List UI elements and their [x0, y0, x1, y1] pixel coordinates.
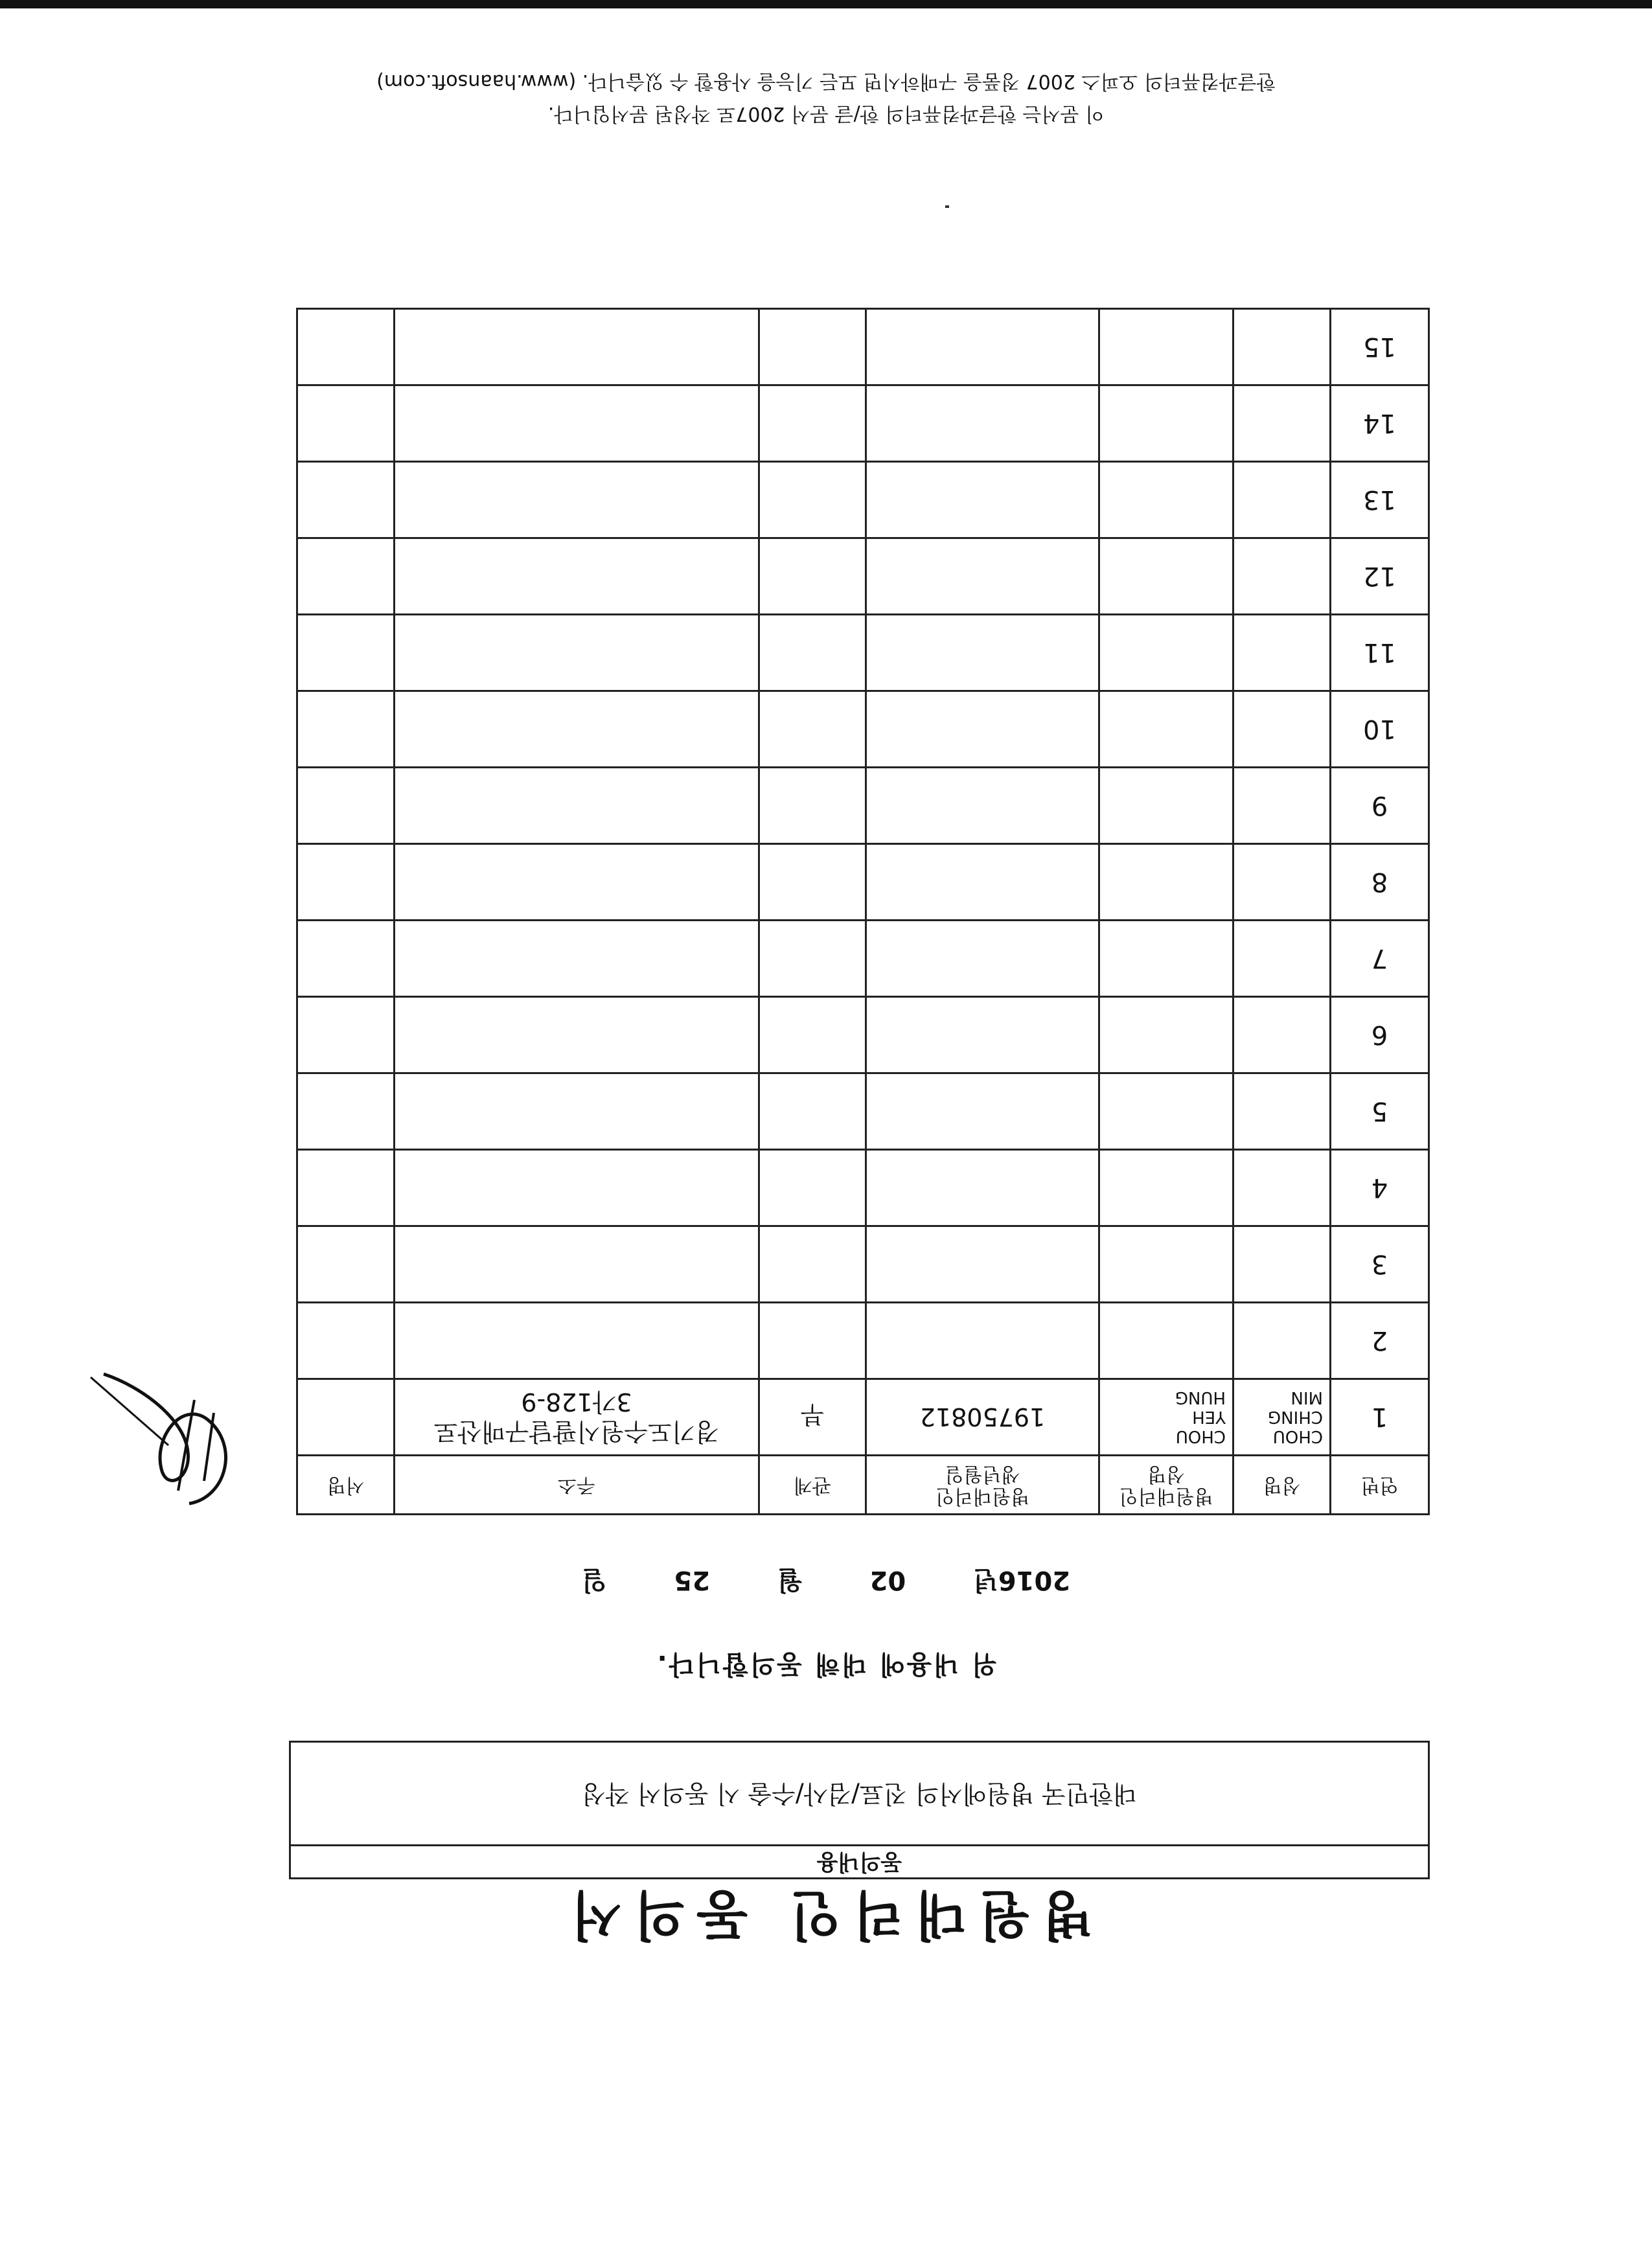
cell-address	[395, 615, 759, 691]
cell-birth	[866, 691, 1099, 768]
cell-address	[395, 997, 759, 1073]
cell-agent-name	[1099, 997, 1233, 1073]
cell-number: 3	[1331, 1226, 1429, 1303]
cell-name	[1233, 1226, 1331, 1303]
cell-signature	[297, 1379, 395, 1456]
cell-signature	[297, 1073, 395, 1150]
cell-birth	[866, 309, 1099, 385]
cell-name	[1233, 997, 1331, 1073]
cell-number: 2	[1331, 1303, 1429, 1379]
cell-number: 8	[1331, 844, 1429, 921]
table-row	[297, 844, 1429, 921]
table-row	[297, 1073, 1429, 1150]
cell-address	[395, 1150, 759, 1226]
cell-agent-name	[1099, 844, 1233, 921]
cell-signature	[297, 844, 395, 921]
consent-body: 대한민국 병원에서의 진료/검사/수술 시 동의서 작성	[582, 1780, 1137, 1808]
date-year: 2016년	[973, 1565, 1071, 1595]
cell-relation	[759, 1226, 866, 1303]
cell-address	[395, 691, 759, 768]
cell-address	[395, 385, 759, 462]
cell-relation	[759, 615, 866, 691]
cell-relation	[759, 385, 866, 462]
cell-signature	[297, 615, 395, 691]
header-number: 연번	[1331, 1456, 1429, 1515]
cell-number: 11	[1331, 615, 1429, 691]
table-row	[297, 538, 1429, 615]
cell-birth	[866, 615, 1099, 691]
footer-line-1: 이 문서는 한글과컴퓨터의 한/글 문서 2007로 작성된 문서입니다.	[547, 102, 1105, 125]
cell-number: 10	[1331, 691, 1429, 768]
cell-number: 1	[1331, 1379, 1429, 1456]
date-day-label: 일	[581, 1565, 607, 1595]
cell-birth	[866, 997, 1099, 1073]
cell-birth	[866, 1073, 1099, 1150]
cell-address	[395, 1303, 759, 1379]
cell-agent-name	[1099, 1303, 1233, 1379]
header-relation: 관계	[759, 1456, 866, 1515]
table-row	[297, 768, 1429, 844]
cell-agent-name	[1099, 1226, 1233, 1303]
cell-birth: 19750812	[866, 1379, 1099, 1456]
cell-agent-name	[1099, 768, 1233, 844]
agreement-statement: 위 내용에 대해 동의합니다.	[655, 1649, 997, 1679]
cell-name	[1233, 1303, 1331, 1379]
cell-address	[395, 921, 759, 997]
cell-birth	[866, 538, 1099, 615]
cell-relation	[759, 1303, 866, 1379]
table-row	[297, 921, 1429, 997]
footer-line-2: 한글과컴퓨터의 오피스 2007 정품을 구매하시면 모든 기능을 사용할 수 있습니다. (www.haansoft.com)	[376, 70, 1276, 93]
agent-table	[296, 308, 1430, 1515]
cell-signature	[297, 1150, 395, 1226]
table-row	[297, 385, 1429, 462]
cell-relation	[759, 1150, 866, 1226]
agent-table-wrapper	[296, 308, 1430, 1515]
date-month: 02	[869, 1565, 906, 1595]
cell-number: 15	[1331, 309, 1429, 385]
cell-number: 7	[1331, 921, 1429, 997]
cell-signature	[297, 309, 395, 385]
cell-birth	[866, 1303, 1099, 1379]
cell-address	[395, 538, 759, 615]
cell-relation	[759, 538, 866, 615]
consent-box	[289, 1741, 1430, 1879]
cell-birth	[866, 1150, 1099, 1226]
table-row	[297, 615, 1429, 691]
cell-relation	[759, 768, 866, 844]
date-line	[0, 1564, 1652, 1601]
cell-relation	[759, 844, 866, 921]
cell-signature	[297, 385, 395, 462]
table-row	[297, 691, 1429, 768]
cell-agent-name	[1099, 1073, 1233, 1150]
cell-number: 6	[1331, 997, 1429, 1073]
cell-name	[1233, 615, 1331, 691]
cell-name	[1233, 1073, 1331, 1150]
cell-name	[1233, 844, 1331, 921]
table-header-row	[297, 1456, 1429, 1515]
cell-address	[395, 1073, 759, 1150]
cell-agent-name	[1099, 309, 1233, 385]
header-name: 성명	[1233, 1456, 1331, 1515]
date-month-label: 월	[777, 1565, 803, 1595]
cell-birth	[866, 462, 1099, 538]
cell-birth	[866, 1226, 1099, 1303]
document-title: 병원대리인 동의서	[558, 1884, 1094, 1945]
cell-number: 4	[1331, 1150, 1429, 1226]
cell-agent-name	[1099, 538, 1233, 615]
header-signature: 서명	[297, 1456, 395, 1515]
cell-birth	[866, 921, 1099, 997]
cell-agent-name	[1099, 1150, 1233, 1226]
cell-signature	[297, 768, 395, 844]
cell-signature	[297, 691, 395, 768]
header-agent-birth: 병원대리인 생년월일	[866, 1456, 1099, 1515]
cell-name	[1233, 462, 1331, 538]
cell-number: 5	[1331, 1073, 1429, 1150]
table-row	[297, 309, 1429, 385]
cell-relation	[759, 1073, 866, 1150]
cell-name	[1233, 691, 1331, 768]
table-row	[297, 997, 1429, 1073]
header-address: 주소	[395, 1456, 759, 1515]
cell-name	[1233, 768, 1331, 844]
cell-relation	[759, 691, 866, 768]
cell-address	[395, 309, 759, 385]
cell-birth	[866, 844, 1099, 921]
cell-address	[395, 1226, 759, 1303]
cell-signature	[297, 997, 395, 1073]
cell-number: 12	[1331, 538, 1429, 615]
cell-birth	[866, 768, 1099, 844]
cell-agent-name	[1099, 615, 1233, 691]
cell-signature	[297, 538, 395, 615]
table-row	[297, 1226, 1429, 1303]
date-day: 25	[674, 1565, 711, 1595]
cell-relation	[759, 921, 866, 997]
table-row	[297, 1379, 1429, 1456]
signature-mark	[84, 1361, 266, 1542]
cell-agent-name: CHOU YEH HUNG	[1099, 1379, 1233, 1456]
cell-address	[395, 768, 759, 844]
cell-relation	[759, 462, 866, 538]
cell-signature	[297, 1303, 395, 1379]
scan-edge-bar	[0, 0, 1652, 8]
cell-name	[1233, 921, 1331, 997]
cell-agent-name	[1099, 385, 1233, 462]
cell-name	[1233, 309, 1331, 385]
cell-number: 13	[1331, 462, 1429, 538]
consent-heading: 동의내용	[291, 1844, 1428, 1877]
cell-number: 9	[1331, 768, 1429, 844]
cell-agent-name	[1099, 921, 1233, 997]
cell-number: 14	[1331, 385, 1429, 462]
cell-relation	[759, 997, 866, 1073]
cell-address: 경기도수원시팔달구매산로 3가128-9	[395, 1379, 759, 1456]
cell-relation	[759, 309, 866, 385]
table-row	[297, 462, 1429, 538]
cell-name	[1233, 1150, 1331, 1226]
cell-signature	[297, 1226, 395, 1303]
cell-address	[395, 462, 759, 538]
cell-address	[395, 844, 759, 921]
cell-relation: 부	[759, 1379, 866, 1456]
cell-agent-name	[1099, 462, 1233, 538]
cell-signature	[297, 462, 395, 538]
cell-signature	[297, 921, 395, 997]
cell-name	[1233, 538, 1331, 615]
cell-name	[1233, 385, 1331, 462]
table-body	[297, 309, 1429, 1456]
cell-name: CHOU CHING MIN	[1233, 1379, 1331, 1456]
cell-agent-name	[1099, 691, 1233, 768]
table-row	[297, 1150, 1429, 1226]
header-agent-name: 병원대리인 성명	[1099, 1456, 1233, 1515]
table-row	[297, 1303, 1429, 1379]
cell-birth	[866, 385, 1099, 462]
scan-speck	[945, 205, 949, 208]
